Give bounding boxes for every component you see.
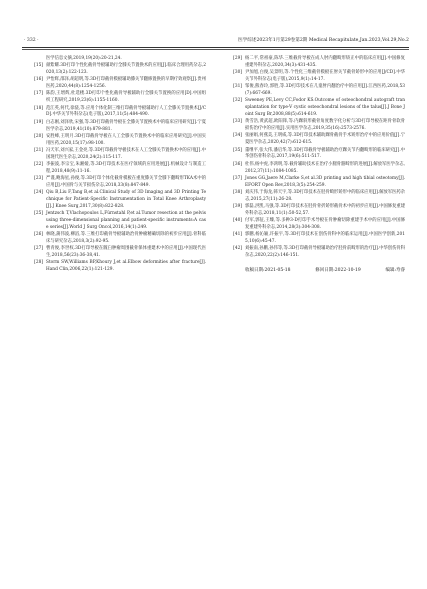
reference-entry: [22, 63, 206, 77]
reference-entry: [22, 211, 206, 232]
reference-entry: [221, 218, 405, 232]
reference-text: 张丽娟,何燕美,王明威,等.3D打印技术辅助踝骨截骨手术矫形治疗中的应用价值[J].宁夏医学杂志,2020,42(7):612-615.: [245, 133, 405, 146]
reference-entry: [221, 133, 405, 147]
reference-text: 尹加旭,白俊,吴景明,等.个性化三维截骨模板在肘关节截骨矫形中的应用[J/CD].中华关节外科杂志(电子版),2015,9(1):14-17.: [245, 70, 405, 83]
reference-entry: [221, 232, 405, 246]
reference-number: [29]: [233, 56, 242, 61]
reference-entry: [221, 119, 405, 133]
reference-number: [42]: [233, 246, 242, 252]
reference-text: 李振波,李宗宝,朱湘媛,等.3D打印技术在医疗领域的应用进展[J].机械设计与制造工程,2018,48(9):11-16.: [46, 161, 206, 174]
reference-number: [26]: [34, 232, 43, 238]
reference-text: 严谨,鲍海星,孙俊,等.3D打印个体化截骨模板在重度膝关节全膝下翻畸形TKA术中的应用[J].中国骨与关节损伤杂志,2018,33(8):847-849.: [46, 176, 206, 188]
reference-entry: [22, 77, 206, 91]
reference-entry: [22, 106, 206, 120]
reference-text: 范江英,何代,徐骁,等.应用个体化制三维打印截骨导板辅助行人工全膝关节置换术[J/CD].中华关节外科杂志(电子版),2017,11(5):484-490.: [46, 105, 206, 118]
reference-entry: [221, 246, 405, 260]
reference-text: 黄雪浩,黄武超,欧阳锋,等.内踝斜形截骨角度数字化分析与3D打印导板在距骨骨软骨损伤治疗中的应用[J].实用医学杂志,2019,35(16):2573-2576.: [245, 119, 405, 132]
reference-number: [28]: [34, 260, 43, 266]
article-dates: [221, 267, 405, 274]
reference-text: 尹怡辉,邵泽,胡超明,等.3D打印截骨模板辅助膝关节翻修置换的早期疗效观察[J].贵州医药,2020,44(8):1254-1256.: [46, 77, 206, 90]
reference-entry: [22, 148, 206, 162]
reference-entry: [221, 148, 405, 162]
reference-text: 邹俊,熊春玲,郭胜,等.3D打印技术在儿童肘内翻治疗中的应用[J].江西医药,2018,53(7):667-669.: [245, 84, 405, 97]
reference-number: [33]: [233, 119, 242, 125]
reference-number: [34]: [233, 133, 242, 139]
reference-text: 刘庆伟,于海龙,韩天宇,等.3D打印技术在胫骨畸形矫形中的临床应用[J].解放军医药杂志,2015,27(11):26-28.: [245, 189, 405, 202]
reference-number: [30]: [233, 70, 242, 76]
reference-number: [20]: [34, 133, 43, 139]
reference-text: 杨二平,常祖豪,陈华.三维截骨导板在成人肘内翻畸形矫正中的临床应用[J].中国修复重建外科杂志,2020,34(3):431-435.: [245, 56, 405, 68]
left-column-references: [22, 56, 206, 275]
reference-entry: [22, 91, 206, 105]
reference-text: 医学信息文摘,2019,19(20):20-21,24.: [46, 56, 122, 61]
reference-entry: [221, 56, 405, 70]
reference-number: [31]: [233, 84, 242, 90]
reference-number: [24]: [34, 190, 43, 196]
reference-number: [35]: [233, 147, 242, 153]
reference-number: [32]: [233, 98, 242, 104]
reference-entry: [221, 84, 405, 98]
reference-number: [40]: [233, 218, 242, 224]
reference-text: 郭磊,洪凯,马强,等.3D打印技术在胫骨骨折矫形截骨术中的初步应用[J].中国修复重建外科杂志,2018,11(1):50-52,57.: [245, 204, 405, 216]
reference-entry: [221, 204, 405, 218]
reference-entry: [22, 176, 206, 190]
reference-number: [39]: [233, 204, 242, 209]
reference-text: 曹青俊,李世权.3D打印导板在髋臼肿瘤周围截骨保体重建术中的应用[J].中国现代医生,2018,56(23):36-38,41.: [46, 246, 206, 259]
page-number: · 332 ·: [24, 38, 39, 43]
reference-text: 林晓,蒲伟波,柳滔,等.三维打印截骨导板辅助治骨肿瘤精确切除的初步应用[J].骨科临床与研究杂志,2018,3(2):92-95.: [46, 232, 206, 245]
reference-text: 白志刚,刘泽欣,宋强,等.3D打印截骨导板在全膝关节置换术中的临床应用研究[J].宁夏医学杂志,2019,41(10):879-881.: [46, 119, 206, 132]
reference-text: Jones GG,Jaere M,Clarke S,et al.3D printing and high tibial osteotomy[J].EFORT Open Rev,2018,3(5):254-259.: [245, 175, 405, 188]
reference-entry: [22, 232, 206, 246]
reference-text: Jentzsch T,Vlachopoulos L,Fürnstahl P,et al.Tumor resection at the pelvis using three-dimensional planning and patient-specific instruments:A case series[J].World J Surg Oncol,2016,14(1):249.: [46, 211, 206, 231]
reference-number: [27]: [34, 246, 43, 252]
reference-text: 刘振南,孙鹏,孙伟等,等.3D打印截骨导板辅助治疗胫骨前畸形的治疗[J].中华创伤骨科杂志,2020,22(2):146-151.: [245, 246, 405, 259]
reference-text: 陈韵,王增辉,杜选楼.3D打印个性化截骨导板辅助行全膝关节置换的应用[D].中国组织工程研究,2019,23(6):1155-1160.: [46, 91, 206, 104]
revised-date: 修回日期:2022-10-19: [315, 268, 361, 274]
reference-number: [16]: [34, 77, 43, 83]
reference-entry: [22, 260, 206, 274]
header-rule-thin: [22, 49, 409, 50]
reference-text: 冯天军,刘兴家,王金亮,等.3D打印截骨导板技术在人工全膝关节置换术中的应用[J].中国现代医生杂志,2020,24(2):115-117.: [46, 147, 206, 160]
reference-number: [36]: [233, 161, 242, 167]
journal-title: 医学综述2023年1月第29卷第2期 Medical Recapitulate,Jan.2023,Vol.29,No.2: [238, 38, 409, 43]
reference-number: [19]: [34, 119, 43, 125]
reference-number: [37]: [233, 175, 242, 181]
received-date: 收稿日期:2021-05-18: [245, 268, 291, 274]
reference-entry: [221, 98, 405, 119]
reference-number: [15]: [34, 63, 43, 69]
reference-entry: [22, 56, 206, 63]
reference-text: 颜紫耀.3D打印个性化截骨导板辅助行全膝关节置换术的应用[J].临床合理用药杂志,2020,13(2):122-123.: [46, 63, 206, 76]
reference-entry: [22, 246, 206, 260]
reference-number: [25]: [34, 211, 43, 217]
reference-entry: [22, 120, 206, 134]
reference-number: [21]: [34, 147, 43, 153]
reference-number: [41]: [233, 232, 242, 238]
reference-text: Qiu B,Liu F,Tang B,et al.Clinical Study of 3D Imaging and 3D Printing Technique for Patient-Specific Instrumentation in Total Knee Arthroplasty[J].J Knee Surg,2017,30(8):822-828.: [46, 190, 206, 209]
reference-number: [22]: [34, 161, 43, 167]
header-rule: [22, 47, 409, 48]
reference-text: 付军,郭征,王臻,等.多种3-D打印手术导板在骨肿瘤切除重建手术中的应用[J].中国修复重建外科杂志,2014,28(3):304-308.: [245, 218, 405, 231]
reference-text: 郭鹏,杨沁颖,许振宇,等.3D打印技术在创伤骨科中的临床运用[J].中国医学创新,2015,10(6):45-47.: [245, 232, 405, 245]
reference-entry: [22, 134, 206, 148]
reference-entry: [221, 162, 405, 176]
reference-number: [18]: [34, 105, 43, 111]
reference-text: 杜伟,杨中虎,李鸿明,等.截骨辅助技术在治疗小腿骨骼畸形的进展[J].解放军医学杂志,2012,37(11):1084-1085.: [245, 161, 405, 174]
running-header: [22, 37, 409, 47]
reference-text: Storm SW,Williams BP,Khoury J,et al.Elbow deformities after fracture[J].Hand Clin,2006,22(1):121-129.: [46, 260, 206, 273]
editor-name: 编辑:寿睿: [385, 268, 405, 274]
reference-text: 董继平,张大伟,潘启华,等.3D打印截骨导板辅助治疗踝关节内翻畸形的临床研究[J].中华创伤骨科杂志,2017,19(6):511-517.: [245, 147, 405, 160]
reference-number: [38]: [233, 189, 242, 195]
reference-entry: [22, 190, 206, 211]
reference-entry: [221, 176, 405, 190]
right-column-references: [221, 56, 405, 274]
reference-entry: [22, 162, 206, 176]
reference-number: [22, 56, 46, 63]
reference-text: 安胜峰,王明月.3D打印截骨导板在人工全膝关节置换术中的临床应用研究[J].中国实用医药,2020,15(17):98-100.: [46, 133, 206, 146]
reference-number: [23]: [34, 176, 43, 182]
reference-number: [17]: [34, 91, 43, 97]
reference-entry: [221, 70, 405, 84]
reference-text: Sweeney PE,Levy CC,Fodor KS.Outcome of osteochondral autograft transplantation for type-V cystic osteochondral lesions of the talus[J].J Bone Joint Surg Br,2008,88(5):614-619.: [245, 98, 405, 118]
reference-entry: [221, 190, 405, 204]
